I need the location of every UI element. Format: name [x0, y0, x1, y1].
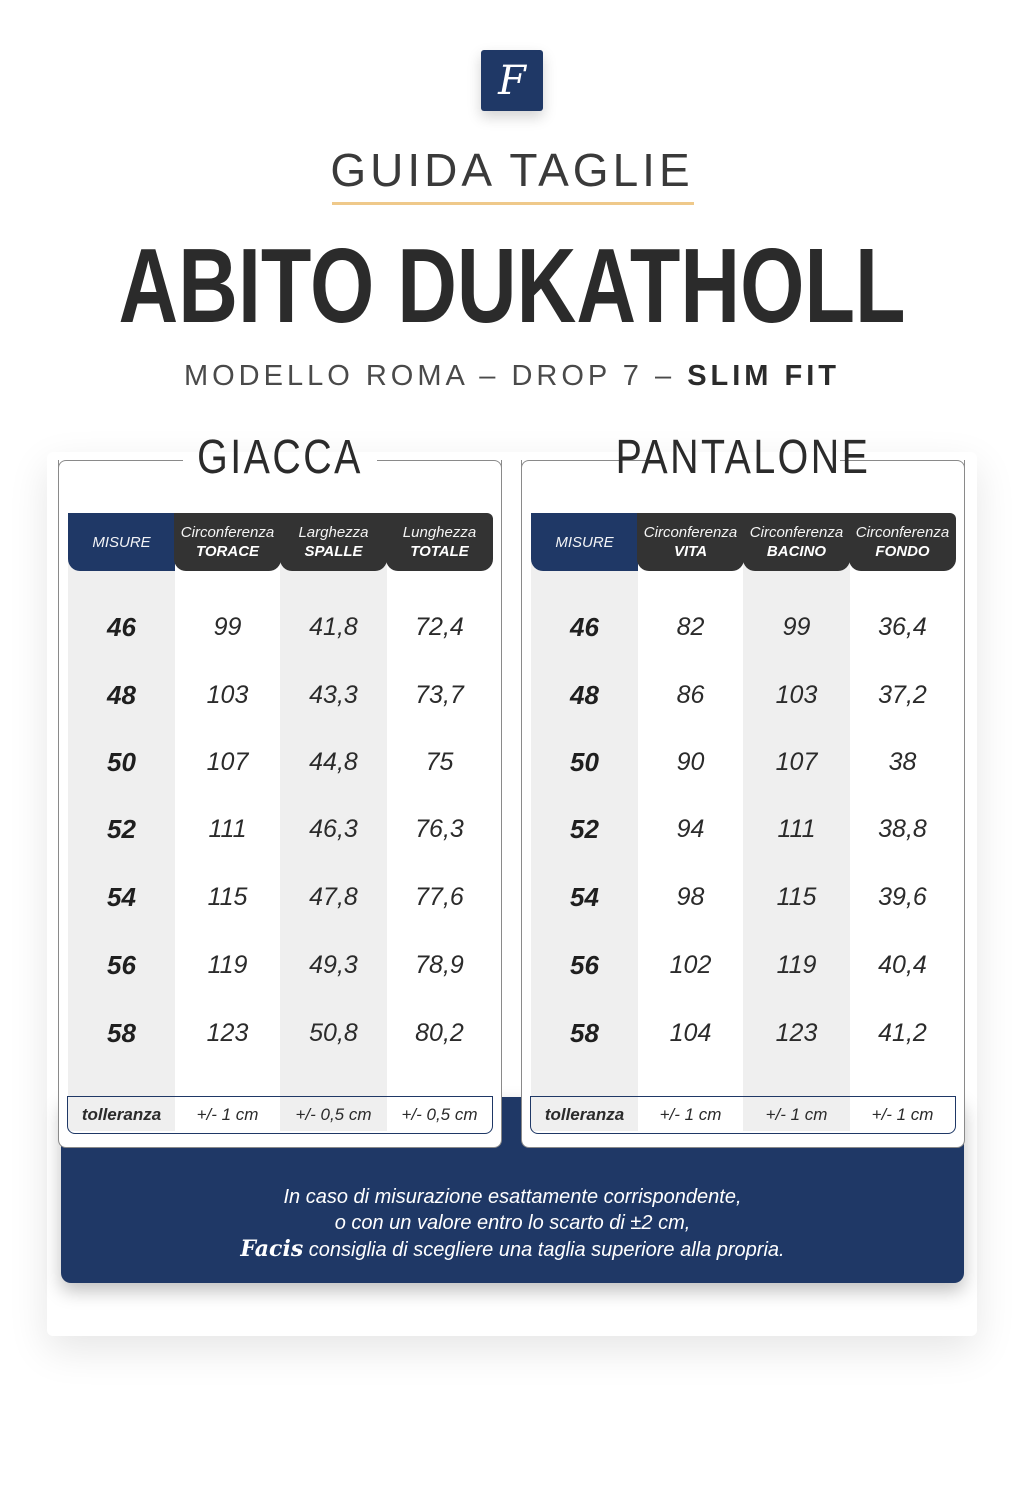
- note-line-3: [61, 1236, 964, 1263]
- value-cell: 115: [207, 883, 248, 911]
- size-cell: 56: [570, 950, 599, 980]
- header-label: Circonferenza: [855, 524, 950, 541]
- pantalone-title: PANTALONE: [615, 431, 871, 484]
- value-cell: 80,2: [415, 1019, 464, 1047]
- logo-letter: F: [498, 57, 526, 104]
- value-cell: 38,8: [878, 815, 927, 843]
- column-header: [174, 513, 281, 571]
- value-cell: 94: [676, 815, 705, 843]
- brand-name: Facis: [240, 1236, 304, 1262]
- size-cell: 54: [570, 882, 599, 912]
- tolerance-value: +/- 1 cm: [871, 1105, 934, 1124]
- value-cell: 76,3: [415, 815, 464, 843]
- value-cell: 46,3: [309, 815, 358, 843]
- header-measure: SPALLE: [304, 543, 363, 560]
- value-cell: 39,6: [878, 883, 927, 911]
- value-cell: 47,8: [309, 883, 358, 911]
- header-label: MISURE: [92, 533, 151, 551]
- value-cell: 111: [208, 815, 247, 843]
- value-cell: 102: [669, 951, 712, 979]
- giacca-title: GIACCA: [197, 431, 363, 484]
- header-label: MISURE: [555, 533, 614, 551]
- value-cell: 37,2: [878, 681, 927, 709]
- column-header: [743, 513, 850, 571]
- value-cell: 123: [206, 1019, 249, 1047]
- value-cell: 123: [775, 1019, 818, 1047]
- value-cell: 73,7: [415, 681, 464, 709]
- size-cell: 58: [570, 1018, 599, 1048]
- pantalone-table: [521, 431, 965, 1148]
- brand-logo: [481, 50, 543, 111]
- value-cell: 103: [206, 681, 249, 709]
- value-cell: 77,6: [415, 883, 464, 911]
- size-cell: 50: [107, 747, 136, 777]
- value-cell: 36,4: [878, 613, 927, 641]
- size-cell: 48: [570, 680, 599, 710]
- value-cell: 38: [888, 748, 917, 776]
- value-cell: 72,4: [415, 613, 464, 641]
- header-label: Larghezza: [298, 524, 369, 541]
- header-label: Lunghezza: [402, 524, 477, 541]
- header-measure: VITA: [673, 543, 708, 560]
- column-header: [637, 513, 744, 571]
- size-cell: 50: [570, 747, 599, 777]
- column-header: [531, 513, 638, 571]
- kicker-underline: [332, 202, 694, 205]
- column-header: [849, 513, 956, 571]
- value-cell: 98: [676, 883, 705, 911]
- value-cell: 50,8: [309, 1019, 358, 1047]
- value-cell: 86: [676, 681, 705, 709]
- column-header: [68, 513, 175, 571]
- giacca-table: [58, 431, 502, 1148]
- note-line-3-text: consiglia di scegliere una taglia superiore alla propria.: [303, 1239, 785, 1261]
- header-measure: BACINO: [766, 543, 827, 560]
- tolerance-label: tolleranza: [81, 1105, 162, 1124]
- column-header: [280, 513, 387, 571]
- header-measure: FONDO: [875, 543, 930, 560]
- header-label: Circonferenza: [643, 524, 738, 541]
- size-cell: 56: [107, 950, 136, 980]
- value-cell: 115: [776, 883, 817, 911]
- value-cell: 41,2: [878, 1019, 927, 1047]
- value-cell: 119: [207, 951, 248, 979]
- value-cell: 107: [206, 748, 249, 776]
- size-cell: 46: [107, 612, 136, 642]
- value-cell: 111: [777, 815, 816, 843]
- column-header: [386, 513, 493, 571]
- note-line-1: In caso di misurazione esattamente corrispondente,: [283, 1186, 742, 1208]
- subtitle-prefix: MODELLO ROMA – DROP 7 –: [183, 360, 688, 392]
- tolerance-value: +/- 1 cm: [765, 1105, 828, 1124]
- tolerance-value: +/- 0,5 cm: [295, 1105, 372, 1124]
- value-cell: 82: [676, 613, 705, 641]
- header-label: Circonferenza: [749, 524, 844, 541]
- value-cell: 40,4: [878, 951, 927, 979]
- tolerance-value: +/- 1 cm: [196, 1105, 259, 1124]
- page-subtitle: [0, 360, 1024, 393]
- value-cell: 99: [213, 613, 242, 641]
- tolerance-label: tolleranza: [544, 1105, 625, 1124]
- page-title: ABITO DUKATHOLL: [118, 227, 906, 345]
- value-cell: 107: [775, 748, 818, 776]
- value-cell: 75: [425, 748, 454, 776]
- value-cell: 43,3: [309, 681, 358, 709]
- size-cell: 54: [107, 882, 136, 912]
- note-line-2: o con un valore entro lo scarto di ±2 cm,: [334, 1212, 691, 1234]
- size-cell: 48: [107, 680, 136, 710]
- value-cell: 90: [676, 748, 705, 776]
- size-cell: 58: [107, 1018, 136, 1048]
- size-cell: 46: [570, 612, 599, 642]
- value-cell: 104: [669, 1019, 712, 1047]
- size-cell: 52: [570, 814, 599, 844]
- value-cell: 103: [775, 681, 818, 709]
- subtitle-fit: SLIM FIT: [687, 360, 841, 392]
- value-cell: 78,9: [415, 951, 464, 979]
- value-cell: 49,3: [309, 951, 358, 979]
- tolerance-value: +/- 0,5 cm: [401, 1105, 478, 1124]
- note-text: [61, 1184, 964, 1263]
- value-cell: 119: [776, 951, 817, 979]
- value-cell: 41,8: [309, 613, 358, 641]
- header-label: Circonferenza: [180, 524, 275, 541]
- header-measure: TOTALE: [410, 543, 469, 560]
- value-cell: 44,8: [309, 748, 358, 776]
- value-cell: 99: [782, 613, 811, 641]
- tolerance-value: +/- 1 cm: [659, 1105, 722, 1124]
- size-cell: 52: [107, 814, 136, 844]
- guide-kicker: GUIDA TAGLIE: [330, 144, 694, 196]
- header-measure: TORACE: [195, 543, 260, 560]
